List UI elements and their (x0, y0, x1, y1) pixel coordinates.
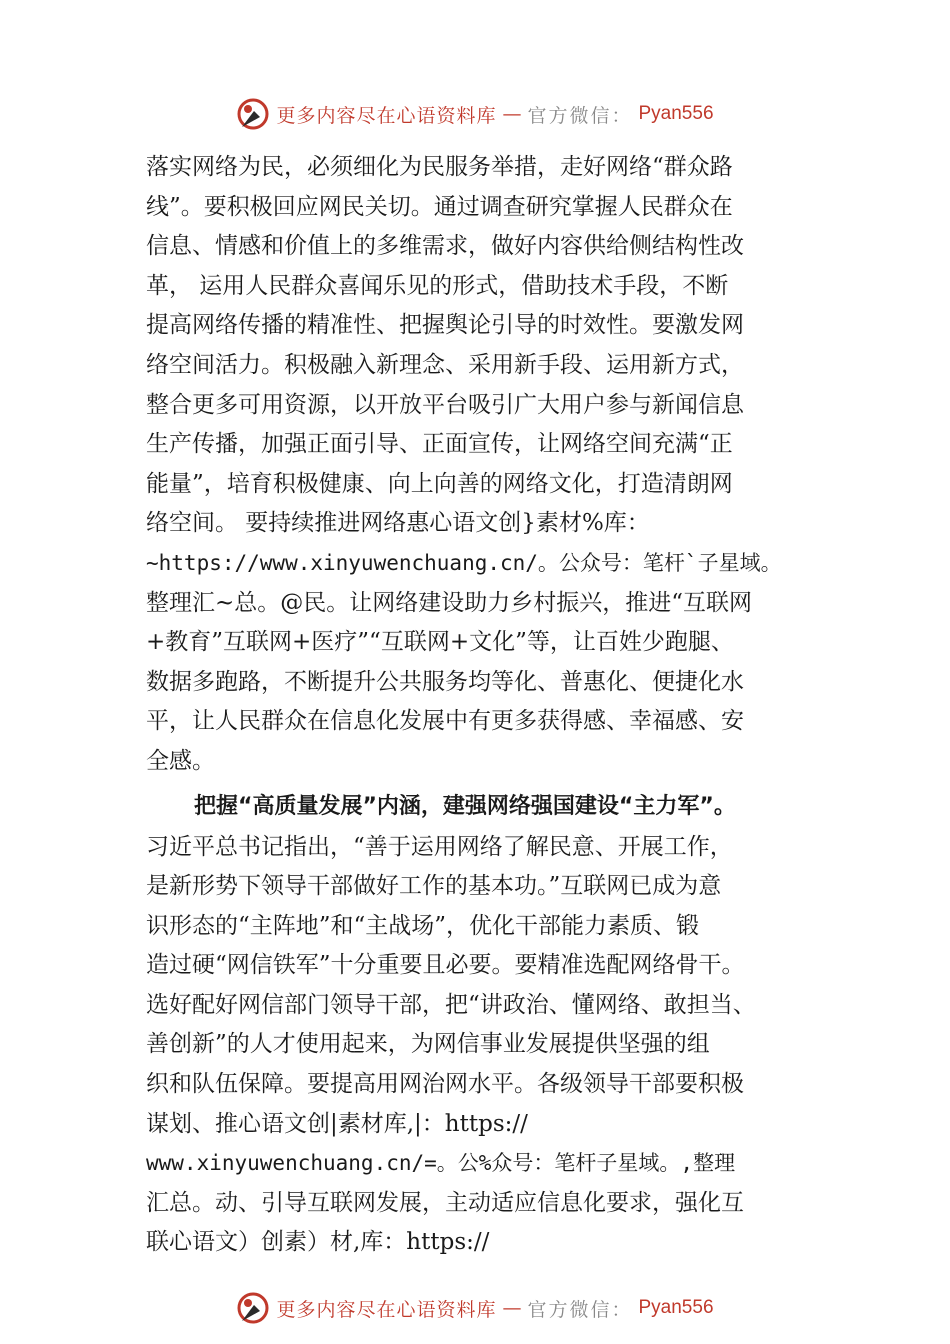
body-line: 识形态的“主阵地”和“主战场”，优化干部能力素质、锻 (146, 912, 700, 939)
body-line: ~https://www.xinyuwenchuang.cn/。公众号：笔杆`子星域。 (146, 550, 782, 575)
footer-wechat-id: Pyan556 (638, 1297, 714, 1318)
body-line: 谋划、推心语文创|素材库,|：https:// (146, 1110, 528, 1137)
body-line: 选好配好网信部门领导干部，把“讲政治、懂网络、敢担当、 (146, 991, 756, 1018)
body-line: 联心语文）创素）材,库：https:// (146, 1229, 490, 1256)
body-line: 络空间。 要持续推进网络惠心语文创}素材%库： (146, 510, 650, 537)
header-wechat-label: 官方微信： (527, 104, 633, 127)
footer-wechat-label: 官方微信： (527, 1298, 633, 1321)
header-brand: 更多内容尽在心语资料库 (276, 104, 497, 127)
header-banner (0, 94, 950, 134)
body-line: 整理汇~总。@民。让网络建设助力乡村振兴，推进“互联网 (146, 589, 753, 616)
body-line: 数据多跑路，不断提升公共服务均等化、普惠化、便捷化水 (146, 668, 744, 695)
body-line: www.xinyuwenchuang.cn/=。公%众号：笔杆子星域。,整理 (146, 1151, 736, 1176)
header-separator: — (502, 103, 522, 125)
body-line: 能量”，培育积极健康、向上向善的网络文化，打造清朗网 (146, 470, 733, 497)
body-line: +教育”互联网+医疗”“互联网+文化”等，让百姓少跑腿、 (146, 629, 734, 656)
body-line: 生产传播，加强正面引导、正面宣传，让网络空间充满“正 (146, 431, 733, 458)
body-line: 造过硬“网信铁军”十分重要且必要。要精准选配网络骨干。 (146, 952, 745, 979)
document-body (146, 148, 836, 1263)
body-line: 信息、情感和价值上的多维需求，做好内容供给侧结构性改 (146, 233, 744, 260)
body-line: 善创新”的人才使用起来，为网信事业发展提供坚强的组 (146, 1031, 710, 1058)
footer-separator: — (502, 1297, 522, 1319)
body-line: 平，让人民群众在信息化发展中有更多获得感、幸福感、安 (146, 708, 744, 735)
body-line: 是新形势下领导干部做好工作的基本功。”互联网已成为意 (146, 873, 722, 900)
body-line: 提高网络传播的精准性、把握舆论引导的时效性。要激发网 (146, 312, 744, 339)
body-line: 习近平总书记指出，“善于运用网络了解民意、开展工作， (146, 833, 733, 860)
footer-brand: 更多内容尽在心语资料库 (276, 1298, 497, 1321)
footer-banner (0, 1288, 950, 1328)
pen-nib-logo-icon (236, 1291, 270, 1325)
pen-nib-logo-icon (236, 97, 270, 131)
body-line: 汇总。动、引导互联网发展，主动适应信息化要求，强化互 (146, 1189, 744, 1216)
body-line: 线”。要积极回应网民关切。通过调查研究掌握人民群众在 (146, 193, 733, 220)
body-line: 织和队伍保障。要提高用网治网水平。各级领导干部要积极 (146, 1071, 744, 1098)
section-heading: 把握“高质量发展”内涵，建强网络强国建设“主力军”。 (194, 793, 736, 819)
body-line: 革， 运用人民群众喜闻乐见的形式，借助技术手段，不断 (146, 272, 729, 299)
body-line: 络空间活力。积极融入新理念、采用新手段、运用新方式， (146, 351, 744, 378)
body-line: 全感。 (146, 747, 215, 774)
body-line: 落实网络为民，必须细化为民服务举措，走好网络“群众路 (146, 154, 733, 180)
body-line: 整合更多可用资源，以开放平台吸引广大用户参与新闻信息 (146, 391, 744, 418)
header-wechat-id: Pyan556 (638, 103, 714, 124)
